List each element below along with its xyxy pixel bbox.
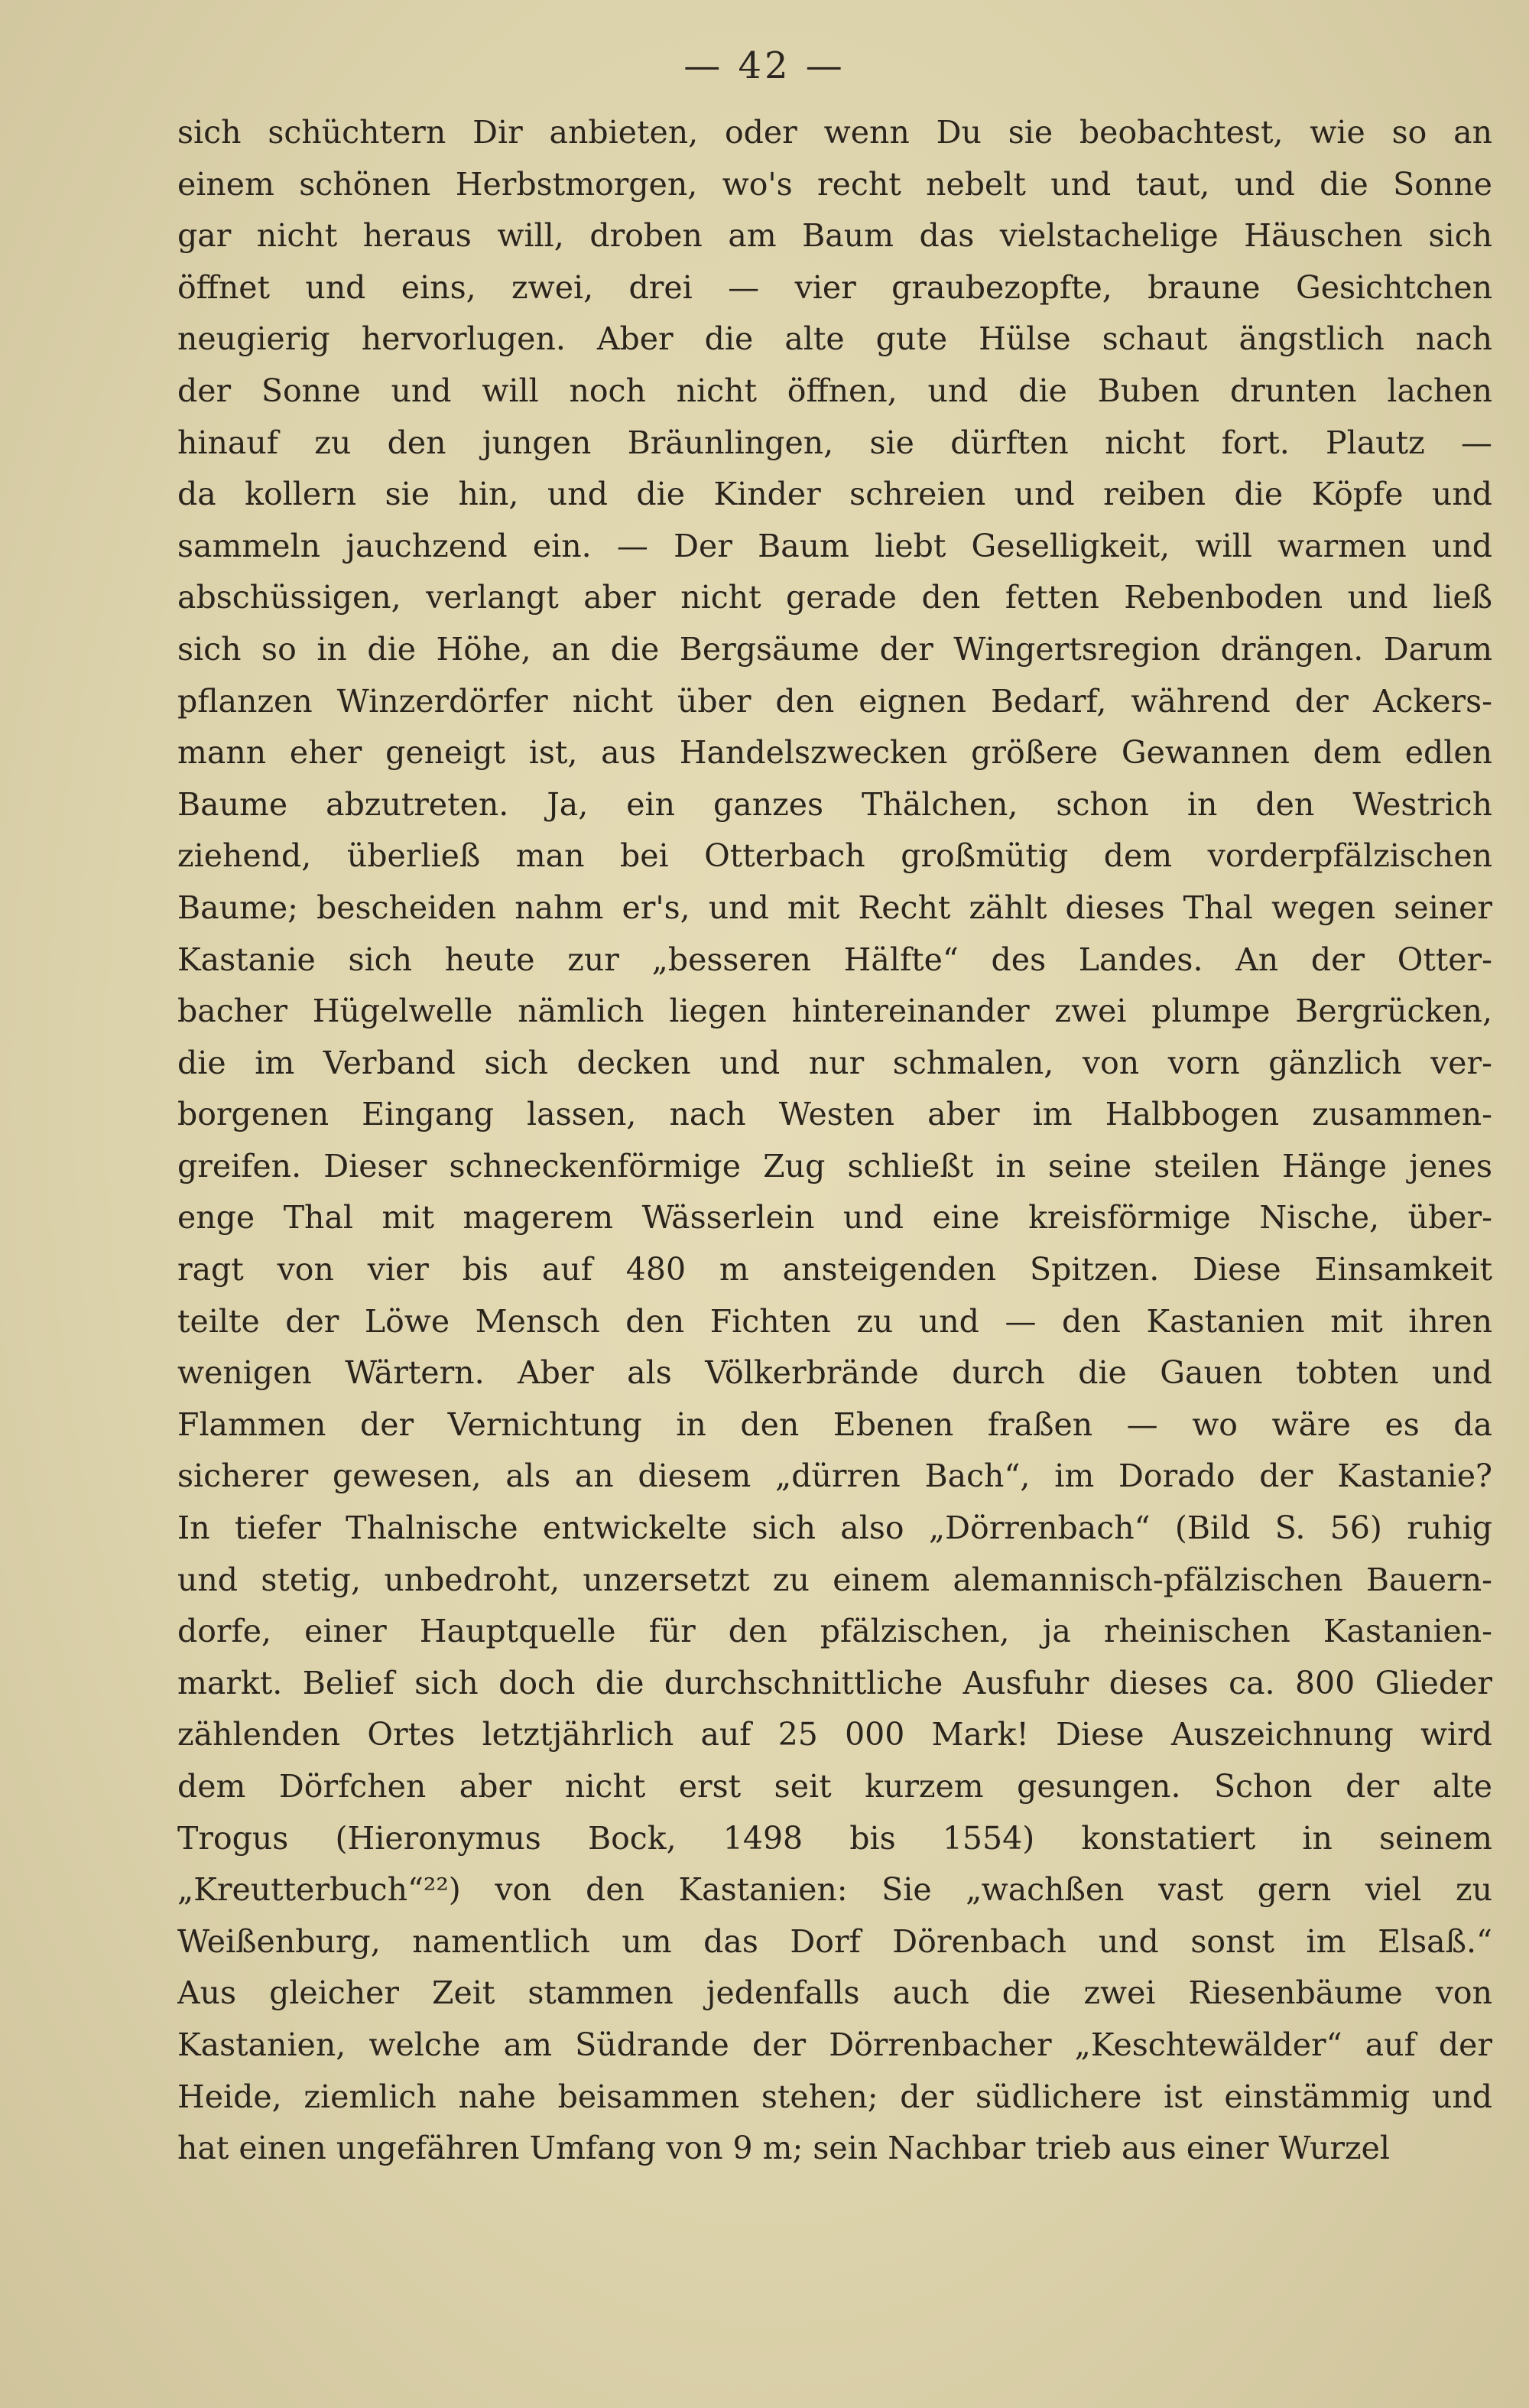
text-line: Trogus (Hieronymus Bock, 1498 bis 1554) konstatiert in seinem	[177, 1819, 1492, 1857]
text-line: enge Thal mit magerem Wässerlein und eine kreisförmige Nische, über-	[177, 1199, 1492, 1236]
text-line: der Sonne und will noch nicht öffnen, und die Buben drunten lachen	[177, 372, 1492, 409]
text-line: greifen. Dieser schneckenförmige Zug schließt in seine steilen Hänge jenes	[177, 1147, 1492, 1185]
text-line: zählenden Ortes letztjährlich auf 25 000 Mark! Diese Auszeichnung wird	[177, 1716, 1492, 1753]
text-line: markt. Belief sich doch die durchschnittliche Ausfuhr dieses ca. 800 Glieder	[177, 1664, 1492, 1701]
text-line: Heide, ziemlich nahe beisammen stehen; der südlichere ist einstämmig und	[177, 2078, 1492, 2115]
text-line: Baume abzutreten. Ja, ein ganzes Thälchen, schon in den Westrich	[177, 785, 1492, 823]
text-line: bacher Hügelwelle nämlich liegen hintereinander zwei plumpe Bergrücken,	[177, 993, 1492, 1030]
text-line: Kastanien, welche am Südrande der Dörrenbacher „Keschtewälder“ auf der	[177, 2026, 1492, 2063]
text-line: sich so in die Höhe, an die Bergsäume der Wingertsregion drängen. Darum	[177, 630, 1492, 668]
text-line: abschüssigen, verlangt aber nicht gerade den fetten Rebenboden und ließ	[177, 579, 1492, 616]
text-line: mann eher geneigt ist, aus Handelszwecken größere Gewannen dem edlen	[177, 734, 1492, 772]
text-line: hat einen ungefähren Umfang von 9 m; sein Nachbar trieb aus einer Wurzel	[177, 2130, 1391, 2167]
text-line: ziehend, überließ man bei Otterbach großmütig dem vorderpfälzischen	[177, 837, 1492, 875]
text-line: pflanzen Winzerdörfer nicht über den eignen Bedarf, während der Ackers-	[177, 682, 1492, 720]
text-line: wenigen Wärtern. Aber als Völkerbrände durch die Gauen tobten und	[177, 1354, 1492, 1392]
text-line: Baume; bescheiden nahm er's, und mit Recht zählt dieses Thal wegen seiner	[177, 889, 1492, 926]
text-line: ragt von vier bis auf 480 m ansteigenden Spitzen. Diese Einsamkeit	[177, 1251, 1492, 1288]
text-line: „Kreutterbuch“²²) von den Kastanien: Sie „wachßen vast gern viel zu	[177, 1871, 1492, 1909]
text-line: dem Dörfchen aber nicht erst seit kurzem gesungen. Schon der alte	[177, 1768, 1492, 1805]
text-line: hinauf zu den jungen Bräunlingen, sie dürften nicht fort. Plautz —	[177, 424, 1492, 461]
text-line: borgenen Eingang lassen, nach Westen aber im Halbbogen zusammen-	[177, 1096, 1492, 1133]
text-line: Weißenburg, namentlich um das Dorf Dörenbach und sonst im Elsaß.“	[177, 1922, 1492, 1960]
text-line: gar nicht heraus will, droben am Baum das vielstachelige Häuschen sich	[177, 217, 1492, 255]
text-line: und stetig, unbedroht, unzersetzt zu einem alemannisch-pfälzischen Bauern-	[177, 1561, 1492, 1598]
text-line: öffnet und eins, zwei, drei — vier graubezopfte, braune Gesichtchen	[177, 268, 1492, 306]
text-line: einem schönen Herbstmorgen, wo's recht nebelt und taut, und die Sonne	[177, 165, 1492, 203]
text-line: sicherer gewesen, als an diesem „dürren Bach“, im Dorado der Kastanie?	[177, 1457, 1492, 1495]
page-number: — 42 —	[683, 44, 846, 87]
text-line: teilte der Löwe Mensch den Fichten zu und — den Kastanien mit ihren	[177, 1302, 1492, 1340]
text-line: In tiefer Thalnische entwickelte sich also „Dörrenbach“ (Bild S. 56) ruhig	[177, 1509, 1492, 1547]
text-line: Flammen der Vernichtung in den Ebenen fraßen — wo wäre es da	[177, 1405, 1492, 1443]
text-line: da kollern sie hin, und die Kinder schreien und reiben die Köpfe und	[177, 476, 1492, 513]
text-line: neugierig hervorlugen. Aber die alte gute Hülse schaut ängstlich nach	[177, 320, 1492, 358]
text-line: dorfe, einer Hauptquelle für den pfälzischen, ja rheinischen Kastanien-	[177, 1613, 1492, 1650]
text-line: die im Verband sich decken und nur schmalen, von vorn gänzlich ver-	[177, 1044, 1492, 1081]
text-line: sich schüchtern Dir anbieten, oder wenn Du sie beobachtest, wie so an	[177, 114, 1492, 151]
text-line: Aus gleicher Zeit stammen jedenfalls auch die zwei Riesenbäume von	[177, 1974, 1492, 2012]
text-line: Kastanie sich heute zur „besseren Hälfte“ des Landes. An der Otter-	[177, 941, 1492, 978]
body-text	[177, 107, 1492, 2175]
text-line: sammeln jauchzend ein. — Der Baum liebt Geselligkeit, will warmen und	[177, 527, 1492, 564]
